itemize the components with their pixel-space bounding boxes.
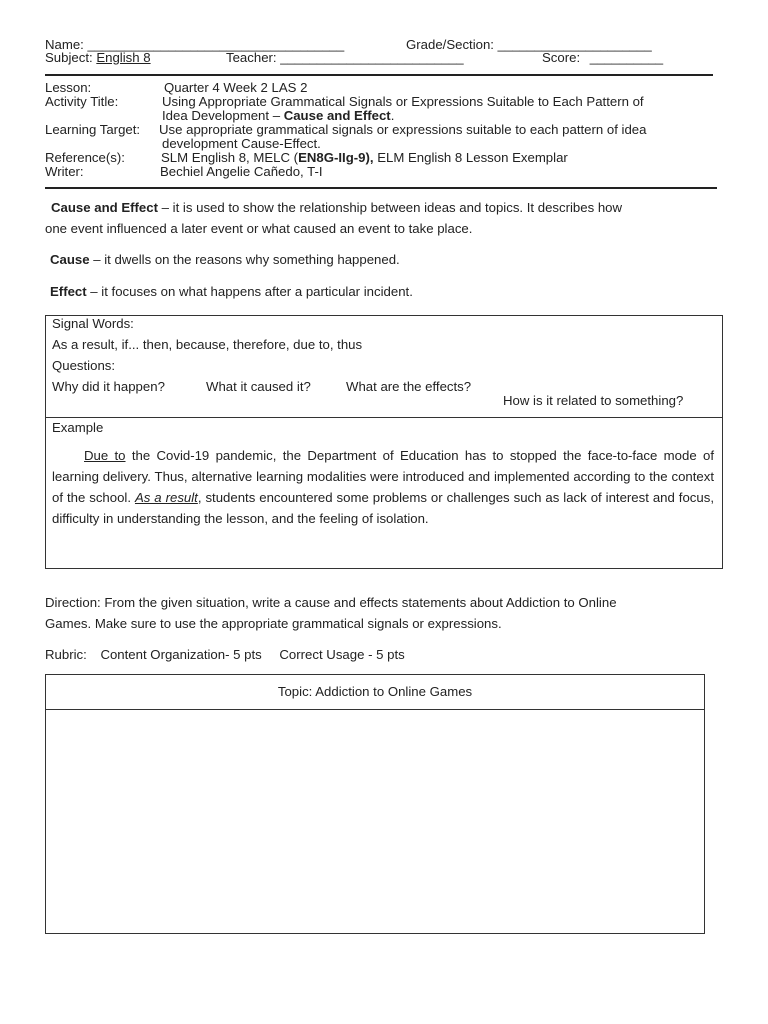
effect-definition [50, 284, 413, 299]
grade-label: Grade/Section: [406, 37, 494, 52]
direction-line2: Games. Make sure to use the appropriate grammatical signals or expressions. [45, 616, 502, 631]
example-divider [46, 417, 722, 418]
effect-text: – it focuses on what happens after a particular incident. [86, 284, 413, 299]
question-3: What are the effects? [346, 379, 472, 394]
reference-mid: ), [365, 150, 374, 165]
question-1: Why did it happen? [52, 379, 165, 394]
writer-value: Bechiel Angelie Cañedo, T-I [160, 164, 323, 179]
example-paragraph [52, 445, 714, 529]
example-due-to: Due to [84, 448, 126, 463]
activity-line2-bold: Cause and Effect [283, 108, 391, 123]
answer-box [45, 674, 705, 934]
activity-line2-post: . [390, 108, 395, 123]
score-label: Score: [542, 50, 581, 65]
signal-words: As a result, if... then, because, therefore, due to, thus [52, 337, 363, 352]
ce-definition-line1 [51, 200, 622, 215]
reference-value [161, 151, 568, 165]
target-line1: Use appropriate grammatical signals or expressions suitable to each pattern of idea [159, 122, 647, 137]
ce-term: Cause and Effect [51, 200, 158, 215]
target-label: Learning Target: [45, 122, 141, 137]
activity-line2 [162, 109, 394, 123]
teacher-line[interactable]: _________________________ [280, 50, 464, 65]
effect-term: Effect [50, 284, 87, 299]
grade-line[interactable]: _____________________ [497, 37, 652, 52]
reference-label: Reference(s): [45, 150, 125, 165]
question-4: How is it related to something? [503, 393, 684, 408]
example-part2: , students encountered some problems or challenges such as lack of interest and focus, difficulty in understanding the lesson, and the feeling of isolation. [52, 490, 714, 526]
activity-line1: Using Appropriate Grammatical Signals or Expressions Suitable to Each Pattern of [162, 94, 644, 109]
cause-text: – it dwells on the reasons why something happened. [89, 252, 400, 267]
activity-line2-pre: Idea Development – [162, 108, 284, 123]
lesson-value: Quarter 4 Week 2 LAS 2 [164, 80, 308, 95]
ce-definition-line2: one event influenced a later event or what caused an event to take place. [45, 221, 473, 236]
score-row [542, 51, 663, 65]
rubric [45, 647, 405, 662]
teacher-row [226, 51, 464, 65]
reference-post: ELM English 8 Lesson Exemplar [373, 150, 568, 165]
ce-line1: – it is used to show the relationship between ideas and topics. It describes how [158, 200, 623, 215]
teacher-label: Teacher: [226, 50, 277, 65]
writer-label: Writer: [45, 164, 84, 179]
signal-words-box [45, 315, 723, 569]
subject-row [45, 51, 151, 65]
target-line2: development Cause-Effect. [162, 136, 321, 151]
rubric-label: Rubric: [45, 647, 87, 662]
questions-heading: Questions: [52, 358, 116, 373]
question-2: What it caused it? [206, 379, 311, 394]
header-divider [45, 74, 713, 76]
answer-area[interactable] [46, 710, 704, 933]
reference-code: EN8G-IIg-9 [298, 150, 366, 165]
reference-pre: SLM English 8, MELC ( [161, 150, 299, 165]
direction-line1: Direction: From the given situation, write a cause and effects statements about Addiction to Online [45, 595, 617, 610]
activity-label: Activity Title: [45, 94, 119, 109]
score-line[interactable]: __________ [589, 50, 664, 65]
rubric-item-usage: Correct Usage - 5 pts [279, 647, 405, 662]
example-as-a-result: As a result [134, 490, 198, 505]
rubric-item-content: Content Organization- 5 pts [100, 647, 262, 662]
subject-label: Subject: [45, 50, 93, 65]
name-label: Name: [45, 37, 84, 52]
lesson-label: Lesson: [45, 80, 92, 95]
cause-term: Cause [50, 252, 90, 267]
topic-header [46, 675, 704, 710]
info-divider [45, 187, 717, 189]
subject-value: English 8 [96, 50, 151, 65]
example-part1: the Covid-19 pandemic, the Department of Education has to stopped the face-to-face mode of learning delivery. Thus, alternative learning modalities were introduced and implemented according to the context of the school. [52, 448, 714, 505]
name-line[interactable]: ___________________________________ [87, 37, 345, 52]
cause-definition [50, 252, 400, 267]
topic-title: Topic: Addiction to Online Games [277, 684, 473, 699]
signal-heading: Signal Words: [52, 316, 134, 331]
example-heading: Example [52, 420, 104, 435]
